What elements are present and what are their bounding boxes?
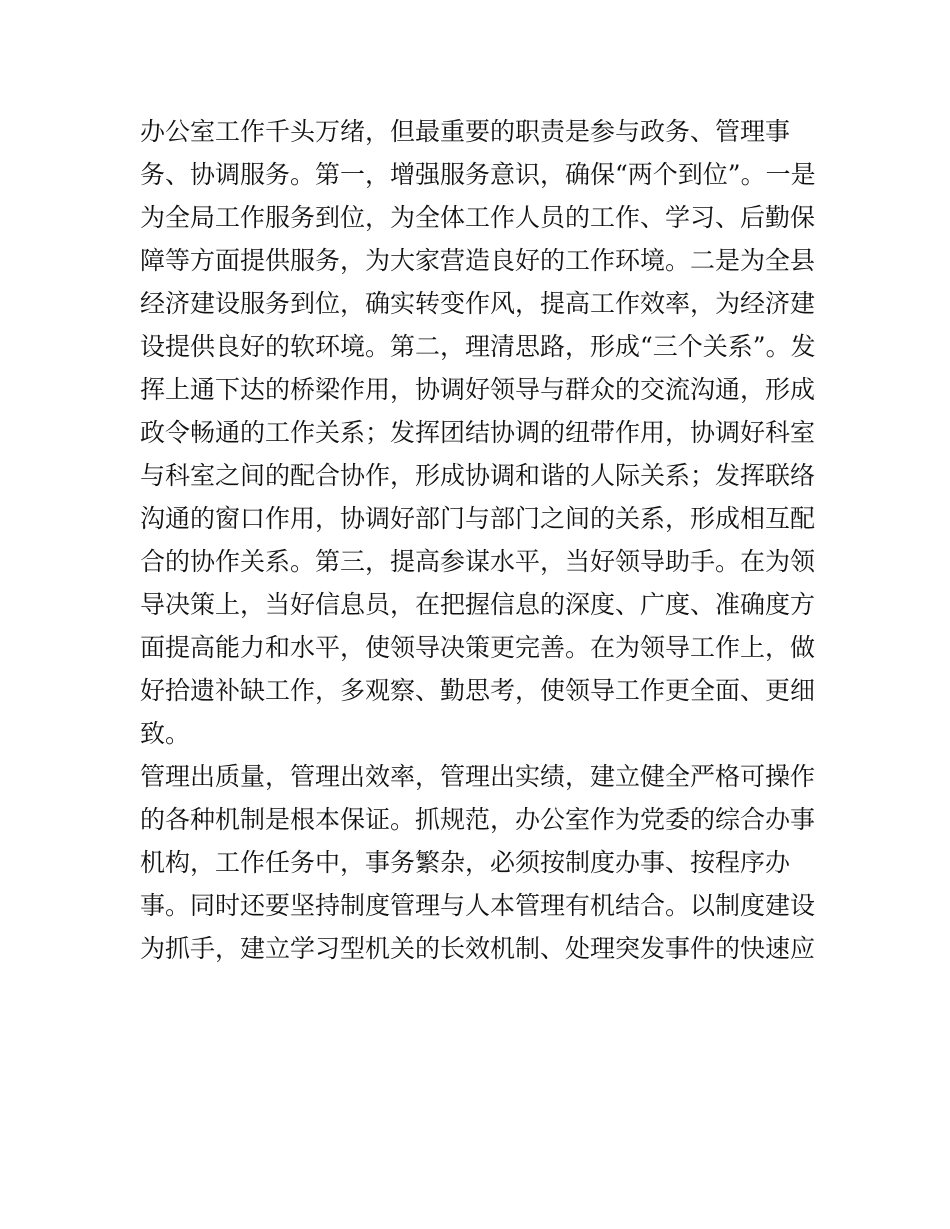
text-line: 管理出质量，管理出效率，管理出实绩，建立健全严格可操作 bbox=[140, 762, 816, 791]
text-line: 设提供良好的软环境。第二，理清思路，形成“三个关系”。发 bbox=[140, 332, 816, 361]
text-line: 经济建设服务到位，确实转变作风，提高工作效率，为经济建 bbox=[140, 289, 816, 318]
text-line: 机构，工作任务中，事务繁杂，必须按制度办事、按程序办 bbox=[140, 848, 791, 877]
text-line: 与科室之间的配合协作，形成协调和谐的人际关系；发挥联络 bbox=[140, 461, 816, 490]
text-line: 办公室工作千头万绪，但最重要的职责是参与政务、管理事 bbox=[140, 117, 791, 146]
text-line: 挥上通下达的桥梁作用，协调好领导与群众的交流沟通，形成 bbox=[140, 375, 816, 404]
document-body bbox=[140, 110, 820, 970]
text-line: 障等方面提供服务，为大家营造良好的工作环境。二是为全县 bbox=[140, 246, 816, 275]
text-line: 面提高能力和水平，使领导决策更完善。在为领导工作上，做 bbox=[140, 633, 816, 662]
text-line: 沟通的窗口作用，协调好部门与部门之间的关系，形成相互配 bbox=[140, 504, 816, 533]
text-line: 合的协作关系。第三，提高参谋水平，当好领导助手。在为领 bbox=[140, 547, 816, 576]
text-line: 为抓手，建立学习型机关的长效机制、处理突发事件的快速应 bbox=[140, 934, 816, 963]
text-line: 务、协调服务。第一，增强服务意识，确保“两个到位”。一是 bbox=[140, 160, 816, 189]
text-line: 导决策上，当好信息员，在把握信息的深度、广度、准确度方 bbox=[140, 590, 816, 619]
text-line: 为全局工作服务到位，为全体工作人员的工作、学习、后勤保 bbox=[140, 203, 816, 232]
text-line: 好拾遗补缺工作，多观察、勤思考，使领导工作更全面、更细 bbox=[140, 676, 816, 705]
text-line: 的各种机制是根本保证。抓规范，办公室作为党委的综合办事 bbox=[140, 805, 816, 834]
text-line: 致。 bbox=[140, 719, 191, 748]
text-line: 政令畅通的工作关系；发挥团结协调的纽带作用，协调好科室 bbox=[140, 418, 816, 447]
text-line: 事。同时还要坚持制度管理与人本管理有机结合。以制度建设 bbox=[140, 891, 816, 920]
